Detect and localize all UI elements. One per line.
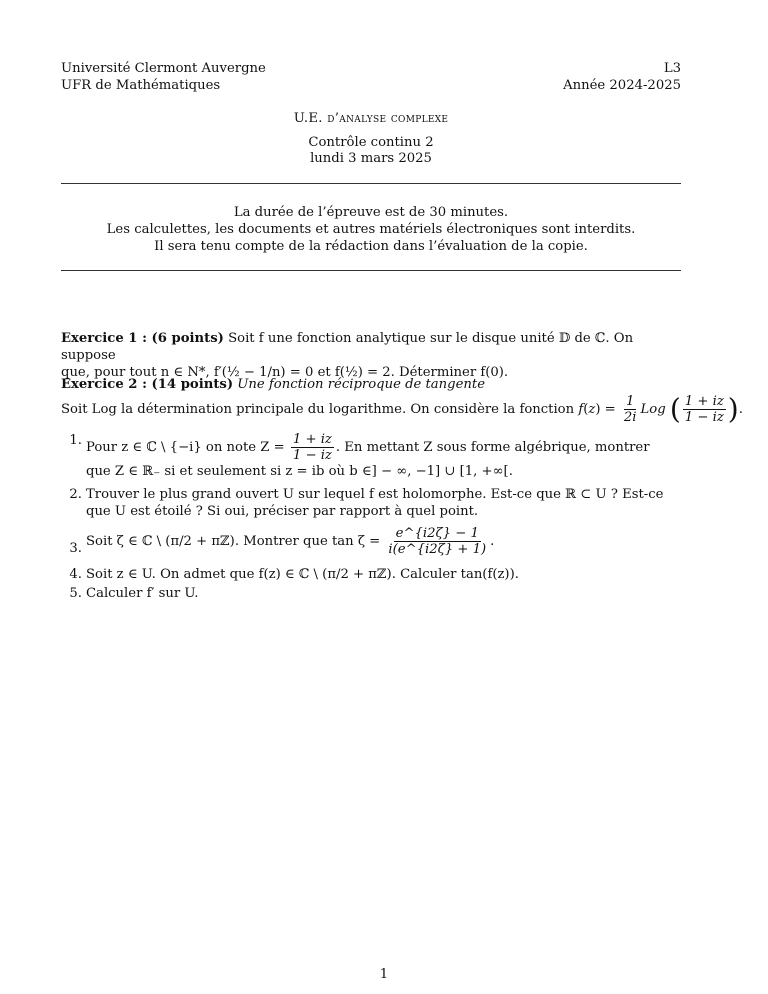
question-5-number: 5.	[69, 586, 82, 601]
question-2-line1: Trouver le plus grand ouvert U sur lequel f est holomorphe. Est-ce que ℝ ⊂ U ? Est-ce	[86, 487, 664, 502]
exercise-1-title: Exercice 1 : (6 points)	[61, 331, 224, 346]
faculty-name: UFR de Mathématiques	[61, 78, 221, 94]
question-3: 3. Soit ζ ∈ ℂ \ (π/2 + πℤ). Montrer que tan ζ = $\frac{e\^{}\{i2\zeta\} - 1}{i(e\^{}\{i2\zeta\} + 1)}$ .	[86, 526, 682, 557]
course-title: U.E. d’analyse complexe	[293, 111, 449, 126]
level: L3	[663, 61, 681, 76]
question-1-line2: que Z ∈ ℝ₋ si et seulement si z = ib où b ∈] − ∞, −1] ∪ [1, +∞[.	[86, 464, 513, 480]
exam-date: lundi 3 mars 2025	[310, 151, 432, 166]
question-5-text: Calculer f′ sur U.	[86, 586, 199, 601]
exercise-1	[61, 330, 683, 381]
tan-fraction-numerator: e^{i2ζ} − 1	[395, 526, 479, 541]
question-1-line1b: . En mettant Z sous forme algébrique, montrer	[335, 440, 650, 456]
header-right	[563, 60, 681, 94]
instruction-materials: Les calculettes, les documents et autres matériels électroniques sont interdits.	[106, 222, 636, 238]
question-1	[69, 432, 682, 481]
tan-fraction	[386, 526, 488, 557]
exercise-2-title: Exercice 2 : (14 points)	[61, 377, 234, 392]
exercise-2-intro	[61, 394, 761, 425]
log-argument: $\frac{1 + iz}{1 - iz}$	[684, 394, 724, 426]
exam-title: Contrôle continu 2	[308, 135, 434, 150]
academic-year: Année 2024-2025	[563, 78, 681, 94]
question-2-number: 2.	[69, 487, 82, 502]
top-divider	[61, 183, 681, 184]
university-name: Université Clermont Auvergne	[61, 61, 266, 76]
question-2-line2: que U est étoilé ? Si oui, préciser par rapport à quel point.	[86, 504, 479, 520]
exercise-2-intro-text: Soit Log la détermination principale du logarithme. On considère la fonction	[61, 402, 575, 418]
instruction-duration: La durée de l’épreuve est de 30 minutes.	[233, 205, 509, 220]
question-4	[69, 566, 682, 583]
instructions	[61, 204, 681, 255]
exercise-2-subtitle: Une fonction réciproque de tangente	[237, 377, 486, 392]
question-1-number: 1.	[69, 433, 82, 448]
question-3-text: Soit ζ ∈ ℂ \ (π/2 + πℤ). Montrer que tan ζ =	[86, 534, 381, 550]
tan-fraction-denominator: i(e^{i2ζ} + 1)	[388, 542, 487, 558]
question-1-line1a: Pour z ∈ ℂ \ {−i} on note Z =	[86, 440, 285, 456]
exercise-1-line1: Soit f une fonction analytique sur le disque unité 𝔻 de ℂ. On suppose	[61, 331, 634, 364]
question-4-text: Soit z ∈ U. On admet que f(z) ∈ ℂ \ (π/2 + πℤ). Calculer tan(f(z)).	[86, 567, 519, 582]
question-5	[69, 585, 682, 602]
exercise-1-line2: que, pour tout n ∈ N*, f′(½ − 1/n) = 0 et f(½) = 2. Déterminer f(0).	[61, 365, 509, 381]
one-over-2i: $\frac{1}{2i}$	[623, 394, 637, 426]
function-definition: f(z) = $\frac{1}{2i}$ Log ( $\frac{1 + iz}{1 - iz}$ ).	[578, 392, 743, 426]
instruction-writing: Il sera tenu compte de la rédaction dans l’évaluation de la copie.	[154, 239, 588, 255]
question-3-number: 3.	[69, 541, 82, 556]
bottom-divider	[61, 270, 681, 271]
exercise-2-heading	[61, 376, 683, 393]
question-4-number: 4.	[69, 567, 82, 582]
question-2	[69, 486, 682, 520]
page-number: 1	[379, 967, 389, 982]
z-fraction: $\frac{1 + iz}{1 - iz}$	[292, 432, 332, 464]
header-left	[61, 60, 266, 94]
